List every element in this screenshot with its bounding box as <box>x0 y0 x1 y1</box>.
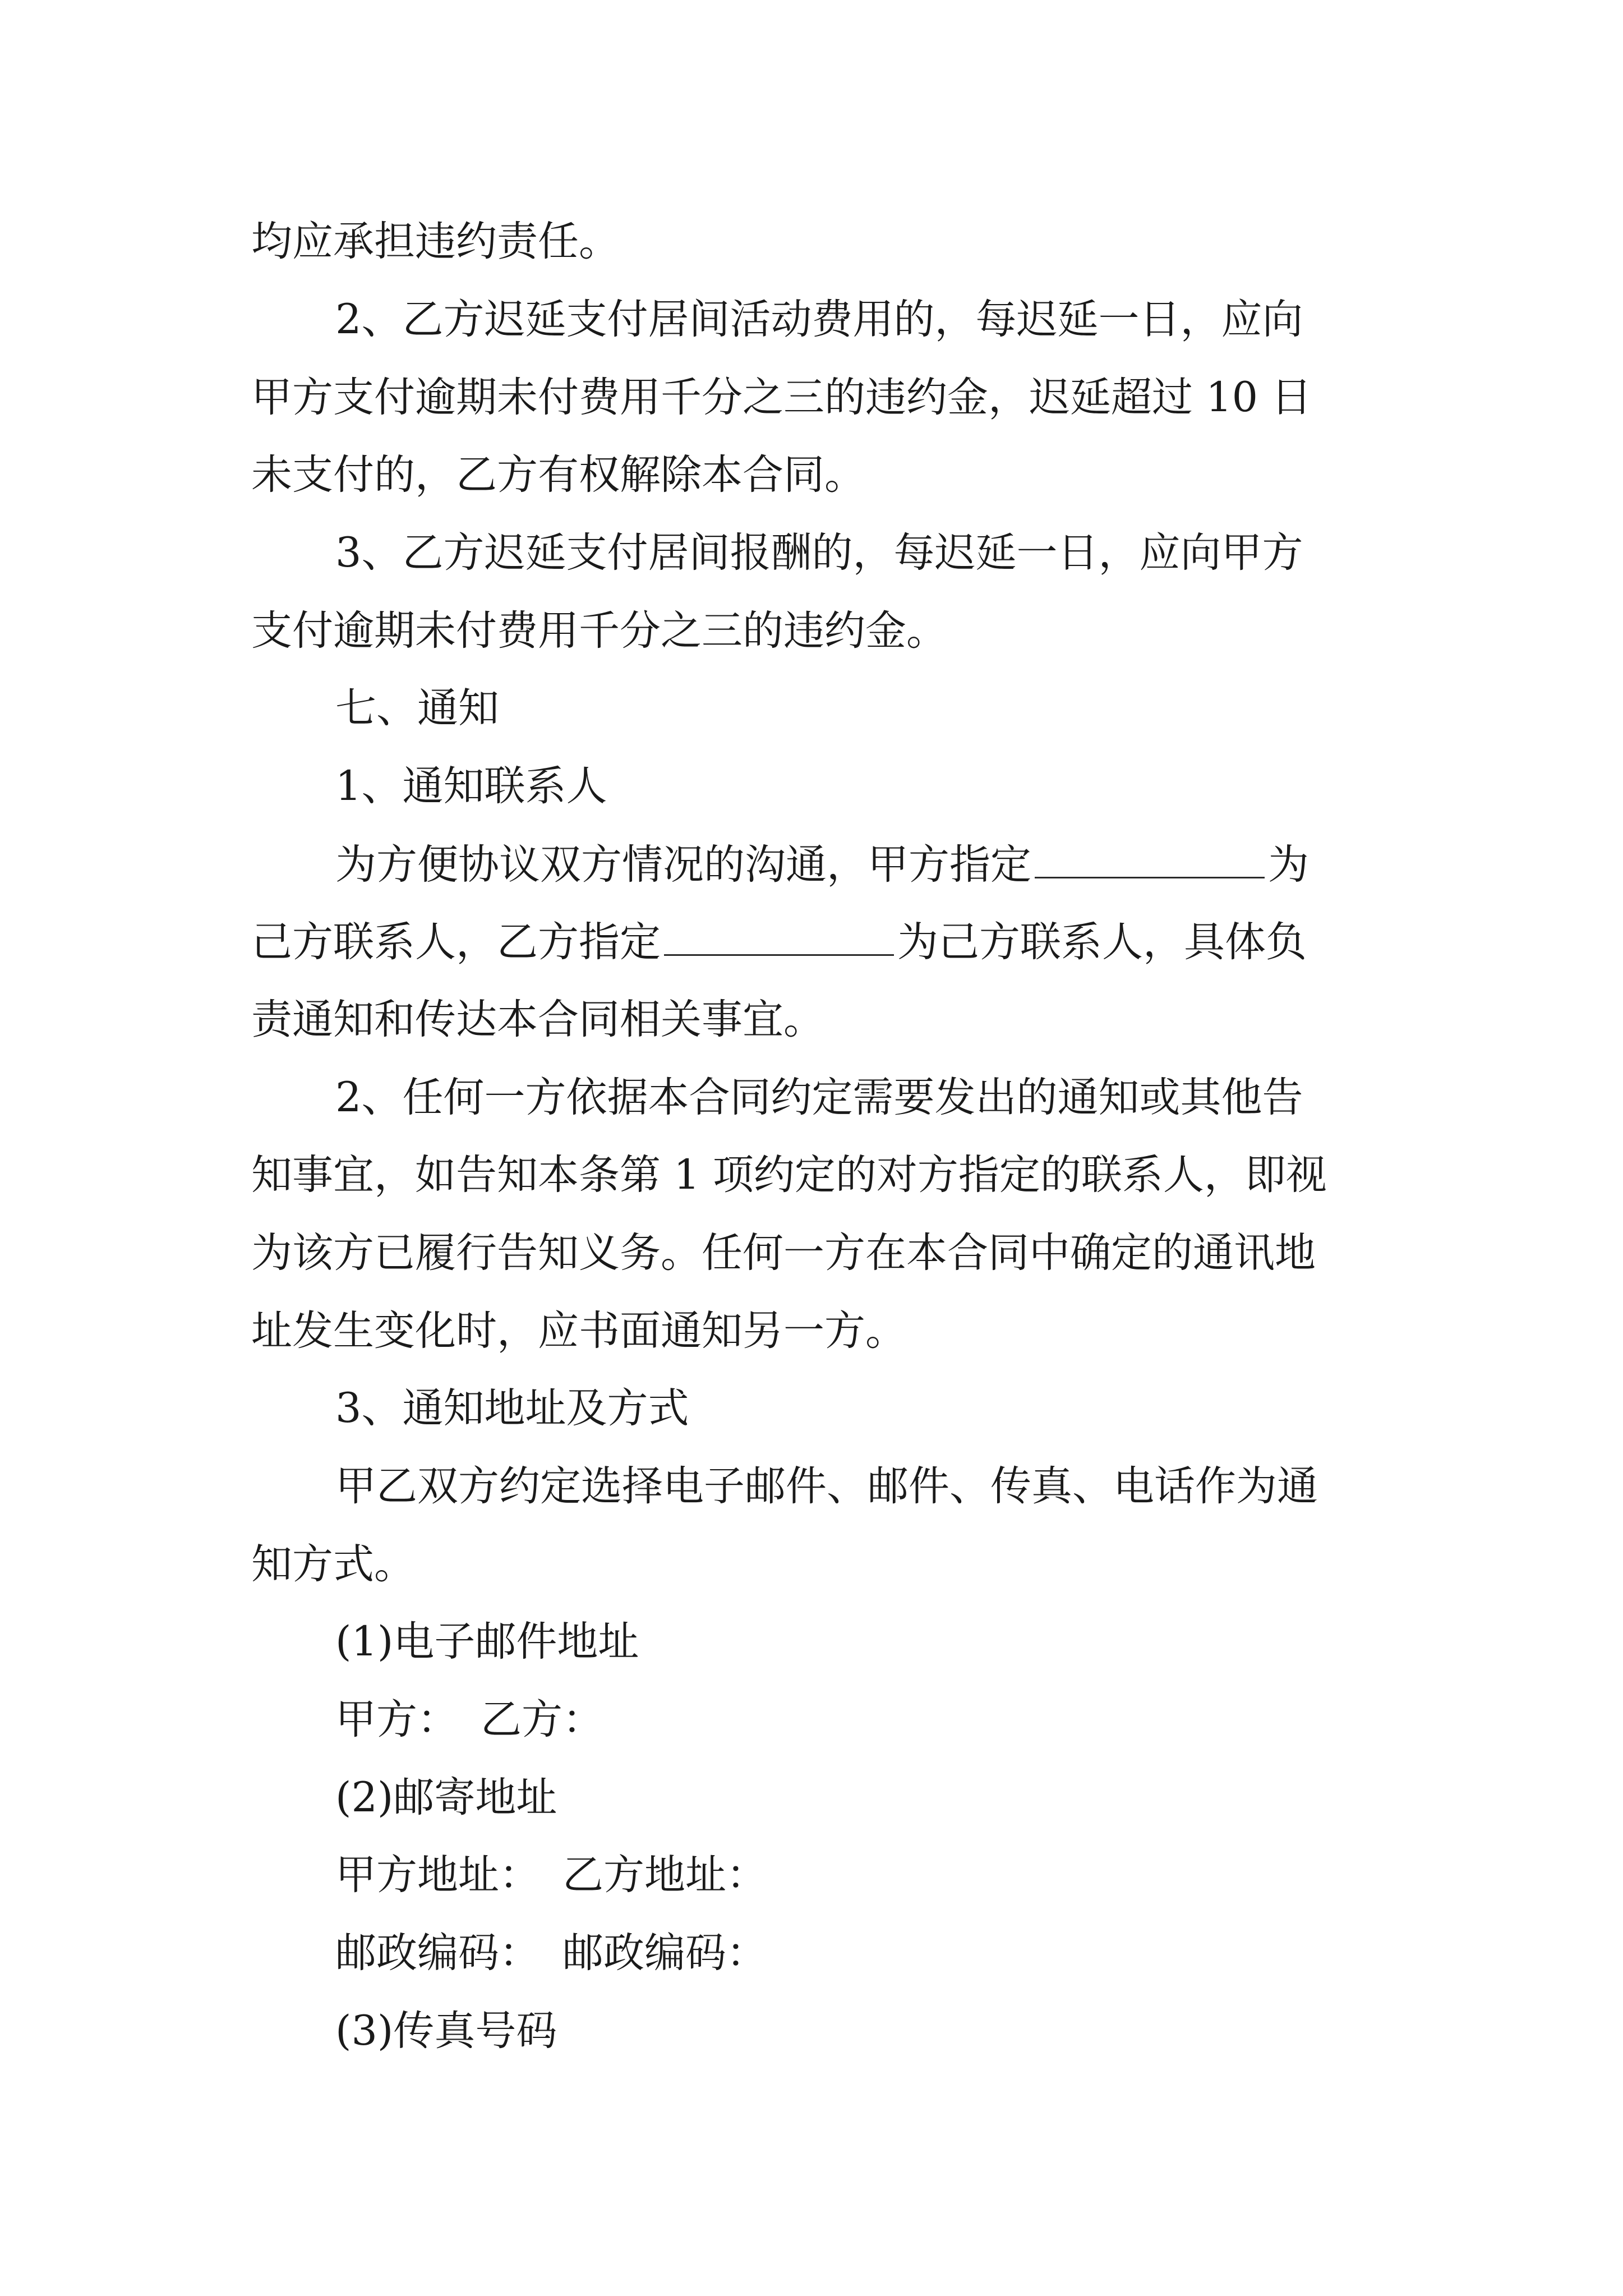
text-line: 为该方已履行告知义务。任何一方在本合同中确定的通讯地 <box>251 1229 1316 1277</box>
text-line: 3、乙方迟延支付居间报酬的，每迟延一日，应向甲方 <box>335 529 1303 577</box>
text-line <box>251 914 1307 970</box>
subsection-heading: 1、通知联系人 <box>335 762 607 810</box>
text-line: 甲乙双方约定选择电子邮件、邮件、传真、电话作为通 <box>335 1462 1318 1510</box>
text-line: 2、任何一方依据本合同约定需要发出的通知或其他告 <box>335 1074 1303 1121</box>
party-b-address-label: 乙方地址： <box>562 1851 767 1899</box>
party-b-postcode-label: 邮政编码： <box>562 1929 767 1977</box>
text-line: 知方式。 <box>251 1540 415 1588</box>
text-segment: 为 <box>1268 841 1309 889</box>
text-line: 未支付的，乙方有权解除本合同。 <box>251 451 865 499</box>
blank-field <box>664 914 894 956</box>
item-heading: (2)邮寄地址 <box>335 1774 557 1821</box>
party-a-label: 甲方： <box>335 1696 458 1743</box>
text-line: 均应承担违约责任。 <box>251 218 620 265</box>
text-line <box>335 1925 767 1981</box>
party-a-postcode-label: 邮政编码： <box>335 1929 540 1977</box>
text-segment: 己方联系人，乙方指定 <box>251 918 661 966</box>
party-a-address-label: 甲方地址： <box>335 1851 540 1899</box>
text-line <box>335 836 1309 892</box>
text-line <box>335 1847 767 1903</box>
party-b-label: 乙方： <box>481 1696 603 1743</box>
section-heading: 七、通知 <box>335 684 499 732</box>
text-line: 知事宜，如告知本条第 1 项约定的对方指定的联系人，即视 <box>251 1151 1327 1199</box>
text-segment: 为方便协议双方情况的沟通，甲方指定 <box>335 841 1031 889</box>
text-line: 址发生变化时，应书面通知另一方。 <box>251 1307 906 1355</box>
text-line: 支付逾期未付费用千分之三的违约金。 <box>251 607 947 655</box>
text-line <box>335 1692 603 1748</box>
text-line: 责通知和传达本合同相关事宜。 <box>251 996 824 1043</box>
text-line: 2、乙方迟延支付居间活动费用的，每迟延一日，应向 <box>335 296 1303 343</box>
item-heading: (3)传真号码 <box>335 2007 557 2055</box>
text-line: 甲方支付逾期未付费用千分之三的违约金，迟延超过 10 日 <box>251 374 1312 421</box>
blank-field <box>1035 836 1265 878</box>
item-heading: (1)电子邮件地址 <box>335 1618 639 1665</box>
subsection-heading: 3、通知地址及方式 <box>335 1384 689 1432</box>
text-segment: 为己方联系人，具体负 <box>897 918 1307 966</box>
